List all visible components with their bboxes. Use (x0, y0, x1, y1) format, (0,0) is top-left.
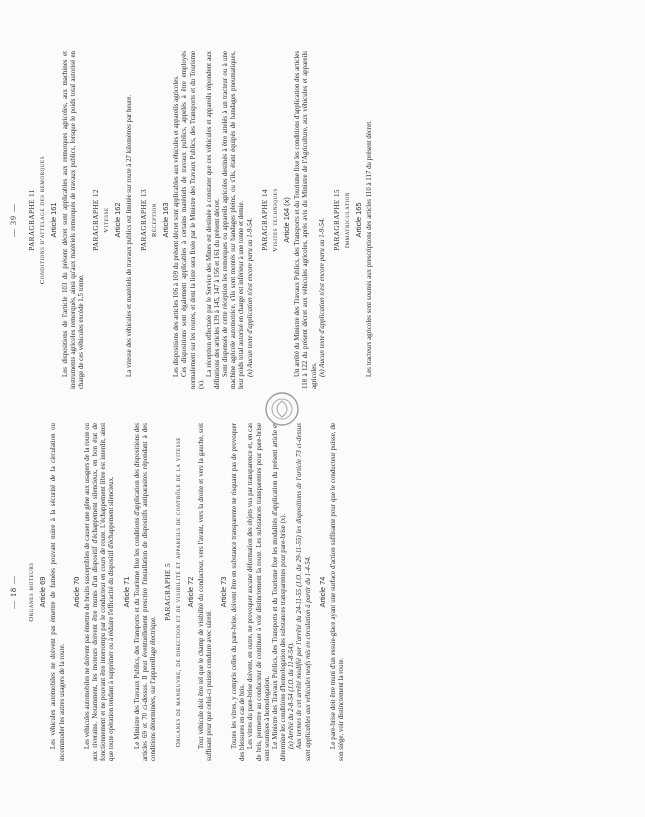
section-subheading: Vitesse (103, 207, 111, 233)
article-heading: Article 70 (71, 576, 81, 608)
section-subheading: Conditions d'attelage des remorques (39, 155, 47, 285)
article-heading: Article 163 (161, 202, 171, 238)
article-section (261, 51, 327, 389)
body-paragraph: Le Ministre des Travaux Publics, des Transports et du Tourisme fixe les conditions d'application des dispositions des articles 69 et 70 ci-dessus. Il peut éventuellement prescrire l'installation de dispositifs antiparasites répondant à des conditions déterminées, sur l'appareillage électrique. (133, 423, 158, 761)
page-number: — 39 — (9, 203, 18, 237)
section-subheading: Organes moteurs (28, 562, 36, 622)
section-subheading: Réception (150, 203, 158, 237)
footnote: (x) Aucun texte d'application n'est encore paru au 1-9-54. (246, 217, 254, 377)
section-subheading: Visites techniques (271, 188, 279, 252)
article-section (333, 51, 375, 389)
paragraph-heading: PARAGRAPHE 13 (138, 189, 148, 251)
article-section (73, 423, 117, 761)
body-paragraph: Un arrêté du Ministre des Travaux Publics, des Transports et du Tourisme fixe les conditions d'application des articles 118 à 122 du présent décret aux véhicules agricoles, après avis du Ministre de l'Agriculture, aux véhicules et appareils agricoles. (294, 51, 318, 389)
page-number: — 18 — (9, 575, 18, 609)
article-heading: Article 165 (354, 202, 364, 238)
right-page-body (28, 51, 374, 389)
paragraph-heading: PARAGRAPHE 11 (27, 189, 37, 251)
footnote: Aux termes de cet arrêté modifié par l'arrêté du 24-11-55 (J.O. du 29-11-55) les dispositions de l'article 73 ci-dessus sont applicables aux véhicules neufs mis en circulation à partir du 1-4-54. (296, 423, 312, 761)
body-paragraph: Le Ministre des Travaux Publics, des Transports et du Tourisme fixe les modalités d'application du présent article et détermine les conditions d'homologation des substances transparentes pour pare-brise (x). (271, 423, 288, 761)
paragraph-heading: PARAGRAPHE 15 (331, 189, 341, 251)
article-section (220, 423, 313, 761)
left-page (10, 423, 352, 761)
article-heading: Article 73 (218, 576, 228, 608)
article-section (123, 423, 159, 761)
right-page (10, 51, 380, 389)
footnote: (x) Arrêté du 2-8-54 (J.O. du 11-8-54). (288, 642, 296, 749)
article-heading: Article 69 (38, 576, 48, 608)
body-paragraph: Le pare-brise doit être muni d'un essuie-glace ayant une surface d'action suffisante pour que le conducteur puisse, de son siège, voir distinctement la route. (329, 423, 345, 761)
article-heading: Article 74 (317, 576, 327, 608)
body-paragraph: Les dispositions de l'article 103 du présent décret sont applicables aux remorques agricoles, aux machines et instruments agricoles remorqués, ainsi qu'aux matériels remorqués de travaux publics, lorsque le poids total autorisé en charge de ces véhicules excède 1,5 tonne. (61, 51, 85, 389)
body-paragraph: Toutes les vitres, y compris celles du pare-brise, doivent être en substance transparente ne risquant pas de provoquer des blessures en cas de bris. (231, 423, 247, 761)
article-heading: Article 161 (49, 202, 59, 238)
body-paragraph: Les véhicules automobiles ne doivent pas émettre de bruits susceptibles de causer une gêne aux usagers de la route ou aux riverains. Notamment, les moteurs doivent être munis d'un dispositif d'échappement silencieux, en bon état de fonctionnement et ne pouvant être interrompu par le conducteur en cours de route. L'échappement libre est interdit, ainsi que toute opération tendant à supprimer ou à réduire l'efficacité du dispositif d'échappement silencieux. (83, 423, 116, 761)
body-paragraph: Sont dispensés de cette réception les remorques ou appareils agricoles destinés à être attelés à un tracteur ou à une machine agricole automotrice, s'ils sont montés sur bandages pleins, ou s'ils, étant équipés de bandages pneumatiques, leur poids total autorisé en charge est inférieur à une tonne et demie. (222, 51, 246, 389)
body-paragraph: Ces dispositions sont également applicables à certains matériels de travaux publics, appelés à être employés normalement sur les routes, et dont la liste sera fixée par le Ministre des Travaux Publics, des Transports et du Tourisme (x). (181, 51, 205, 389)
paragraph-heading: PARAGRAPHE 5 (163, 563, 173, 621)
article-section (164, 423, 214, 761)
body-paragraph: Les véhicules automobiles ne doivent pas émettre de fumées pouvant nuire à la sécurité de la circulation ou incommoder les autres usagers de la route. (50, 423, 66, 761)
library-stamp-icon (262, 389, 302, 429)
article-section (28, 51, 86, 389)
section-subheading: Immatriculation (344, 191, 351, 249)
article-section (319, 423, 346, 761)
article-heading: Article 72 (185, 576, 195, 608)
article-section (140, 51, 255, 389)
section-subheading: Organes de manœuvre, de direction et de visibilité et appareils de contrôle de la vitesse (175, 436, 183, 748)
article-section (92, 51, 134, 389)
body-paragraph: Tout véhicule doit être tel que le champ de visibilité du conducteur, vers l'avant, vers la droite et vers la gauche, soit suffisant pour que celui-ci puisse conduire avec sûreté. (197, 423, 213, 761)
body-paragraph: Les tracteurs agricoles sont soumis aux prescriptions des articles 110 à 117 du présent décret. (366, 120, 374, 377)
article-section (28, 423, 67, 761)
paragraph-heading: PARAGRAPHE 12 (91, 189, 101, 251)
body-paragraph: Les vitres du pare-brise doivent, en outre, ne provoquer aucune déformation des objets vus par transparence et, en cas de bris, permettre au conducteur de continuer à voir distinctement la route. Les substances transparentes pour pare-brise sont soumises à homologation. (247, 423, 271, 761)
article-heading: Article 71 (121, 576, 131, 608)
footnote: (x) Aucun texte d'application n'est encore paru au 1-9-54. (318, 217, 326, 377)
article-heading: Article 164 (x) (282, 197, 292, 243)
paragraph-heading: PARAGRAPHE 14 (259, 189, 269, 251)
body-paragraph: La vitesse des véhicules et matériels de travaux publics est limitée sur route à 27 kilomètres par heure. (125, 94, 133, 377)
body-paragraph: La réception effectuée par le Service des Mines est destinée à constater que ces véhicules et appareils répondent aux définitions des articles 139 à 145, 147 à 156 et 161 du présent décret. (205, 51, 221, 389)
left-page-body (28, 423, 346, 761)
article-heading: Article 162 (113, 202, 123, 238)
body-paragraph: Les dispositions des articles 106 à 109 du présent décret sont applicables aux véhicules et appareils agricoles. (173, 75, 181, 377)
